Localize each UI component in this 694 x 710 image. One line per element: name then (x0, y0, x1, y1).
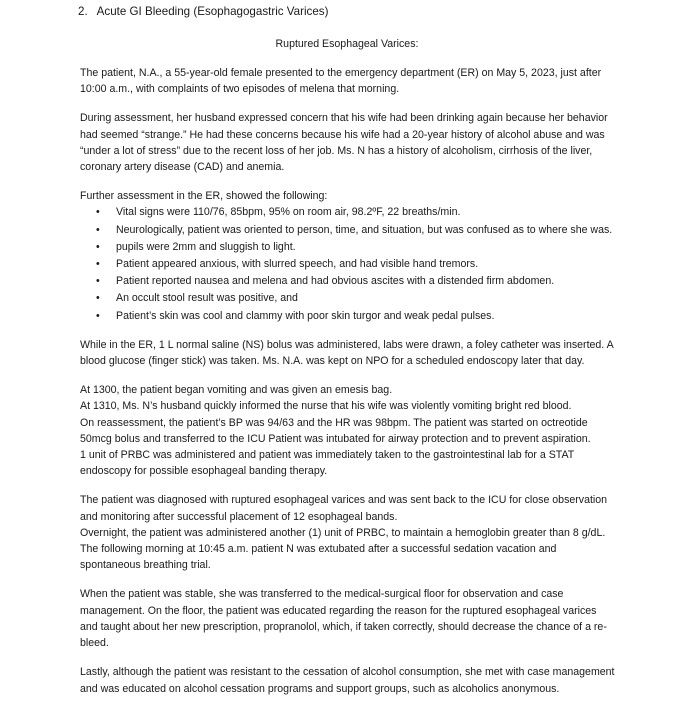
finding-item: • Vital signs were 110/76, 85bpm, 95% on room air, 98.2ºF, 22 breaths/min. (116, 204, 615, 220)
section-title: Acute GI Bleeding (Esophagogastric Varices) (96, 5, 329, 18)
assessment-findings-list (80, 204, 615, 323)
section-heading (78, 4, 328, 20)
intro-paragraph: The patient, N.A., a 55-year-old female presented to the emergency department (ER) on May 5, 2023, just after 10:00 a.m., with complaints of two episodes of melena that morning. (80, 67, 602, 96)
finding-item: • pupils were 2mm and sluggish to light. (116, 239, 615, 255)
further-assessment-lead: Further assessment in the ER, showed the following: (80, 190, 328, 203)
finding-item: • An occult stool result was positive, and (116, 290, 615, 306)
assessment-paragraph: During assessment, her husband expressed concern that his wife had been drinking again because her behavior had seemed “strange.” He had these concerns because his wife had a 20-year history of alcohol abuse and was “under a lot of stress” due to the recent loss of her job. Ms. N has a history of alcoholism, cirrhosis of the liver, coronary artery disease (CAD) and anemia. (80, 112, 608, 174)
overnight-text: Overnight, the patient was administered another (1) unit of PRBC, to maintain a hemoglobin greater than 8 g/dL. The following morning at 10:45 a.m. patient N was extubated after a successful sedation vacation and spontaneous breathing trial. (80, 526, 606, 572)
er-paragraph: While in the ER, 1 L normal saline (NS) bolus was administered, labs were drawn, a foley catheter was inserted. A blood glucose (finger stick) was taken. Ms. N.A. was kept on NPO for a scheduled endoscopy later that day. (80, 338, 614, 368)
finding-item: • Neurologically, patient was oriented to person, time, and situation, but was confused as to where she was. (116, 222, 615, 238)
finding-item: • Patient’s skin was cool and clammy with poor skin turgor and weak pedal pulses. (116, 308, 615, 324)
lastly-paragraph: Lastly, although the patient was resistant to the cessation of alcohol consumption, she met with case management and was educated on alcohol cessation programs and support groups, such as alcoholics anonymous. (80, 666, 615, 695)
event-1310: At 1310, Ms. N’s husband quickly informed the nurse that his wife was violently vomiting bright red blood. (80, 400, 572, 413)
case-body (80, 65, 615, 710)
case-subheading: Ruptured Esophageal Varices: (275, 38, 419, 50)
reassessment-text: On reassessment, the patient’s BP was 94/63 and the HR was 98bpm. The patient was started on octreotide 50mcg bolus and transferred to the ICU Patient was intubated for airway protection and to prevent aspiration. (80, 416, 591, 445)
events-block (80, 382, 615, 479)
section-number: 2. (78, 5, 88, 18)
finding-item: • Patient appeared anxious, with slurred speech, and had visible hand tremors. (116, 256, 615, 272)
diagnosis-block (80, 492, 615, 573)
finding-item: • Patient reported nausea and melena and had obvious ascites with a distended firm abdomen. (116, 273, 615, 289)
prbc-text: 1 unit of PRBC was administered and patient was immediately taken to the gastrointestinal lab for a STAT endoscopy for possible esophageal banding therapy. (80, 449, 575, 478)
stable-paragraph: When the patient was stable, she was transferred to the medical-surgical floor for observation and case management. On the floor, the patient was educated regarding the reason for the ruptured esophageal varices and taught about her new prescription, propranolol, which, if taken correctly, should decrease the chance of a re-bleed. (80, 588, 607, 650)
event-1300: At 1300, the patient began vomiting and was given an emesis bag. (80, 384, 393, 397)
diagnosis-text: The patient was diagnosed with ruptured esophageal varices and was sent back to the ICU for close observation and monitoring after successful placement of 12 esophageal bands. (80, 494, 608, 523)
